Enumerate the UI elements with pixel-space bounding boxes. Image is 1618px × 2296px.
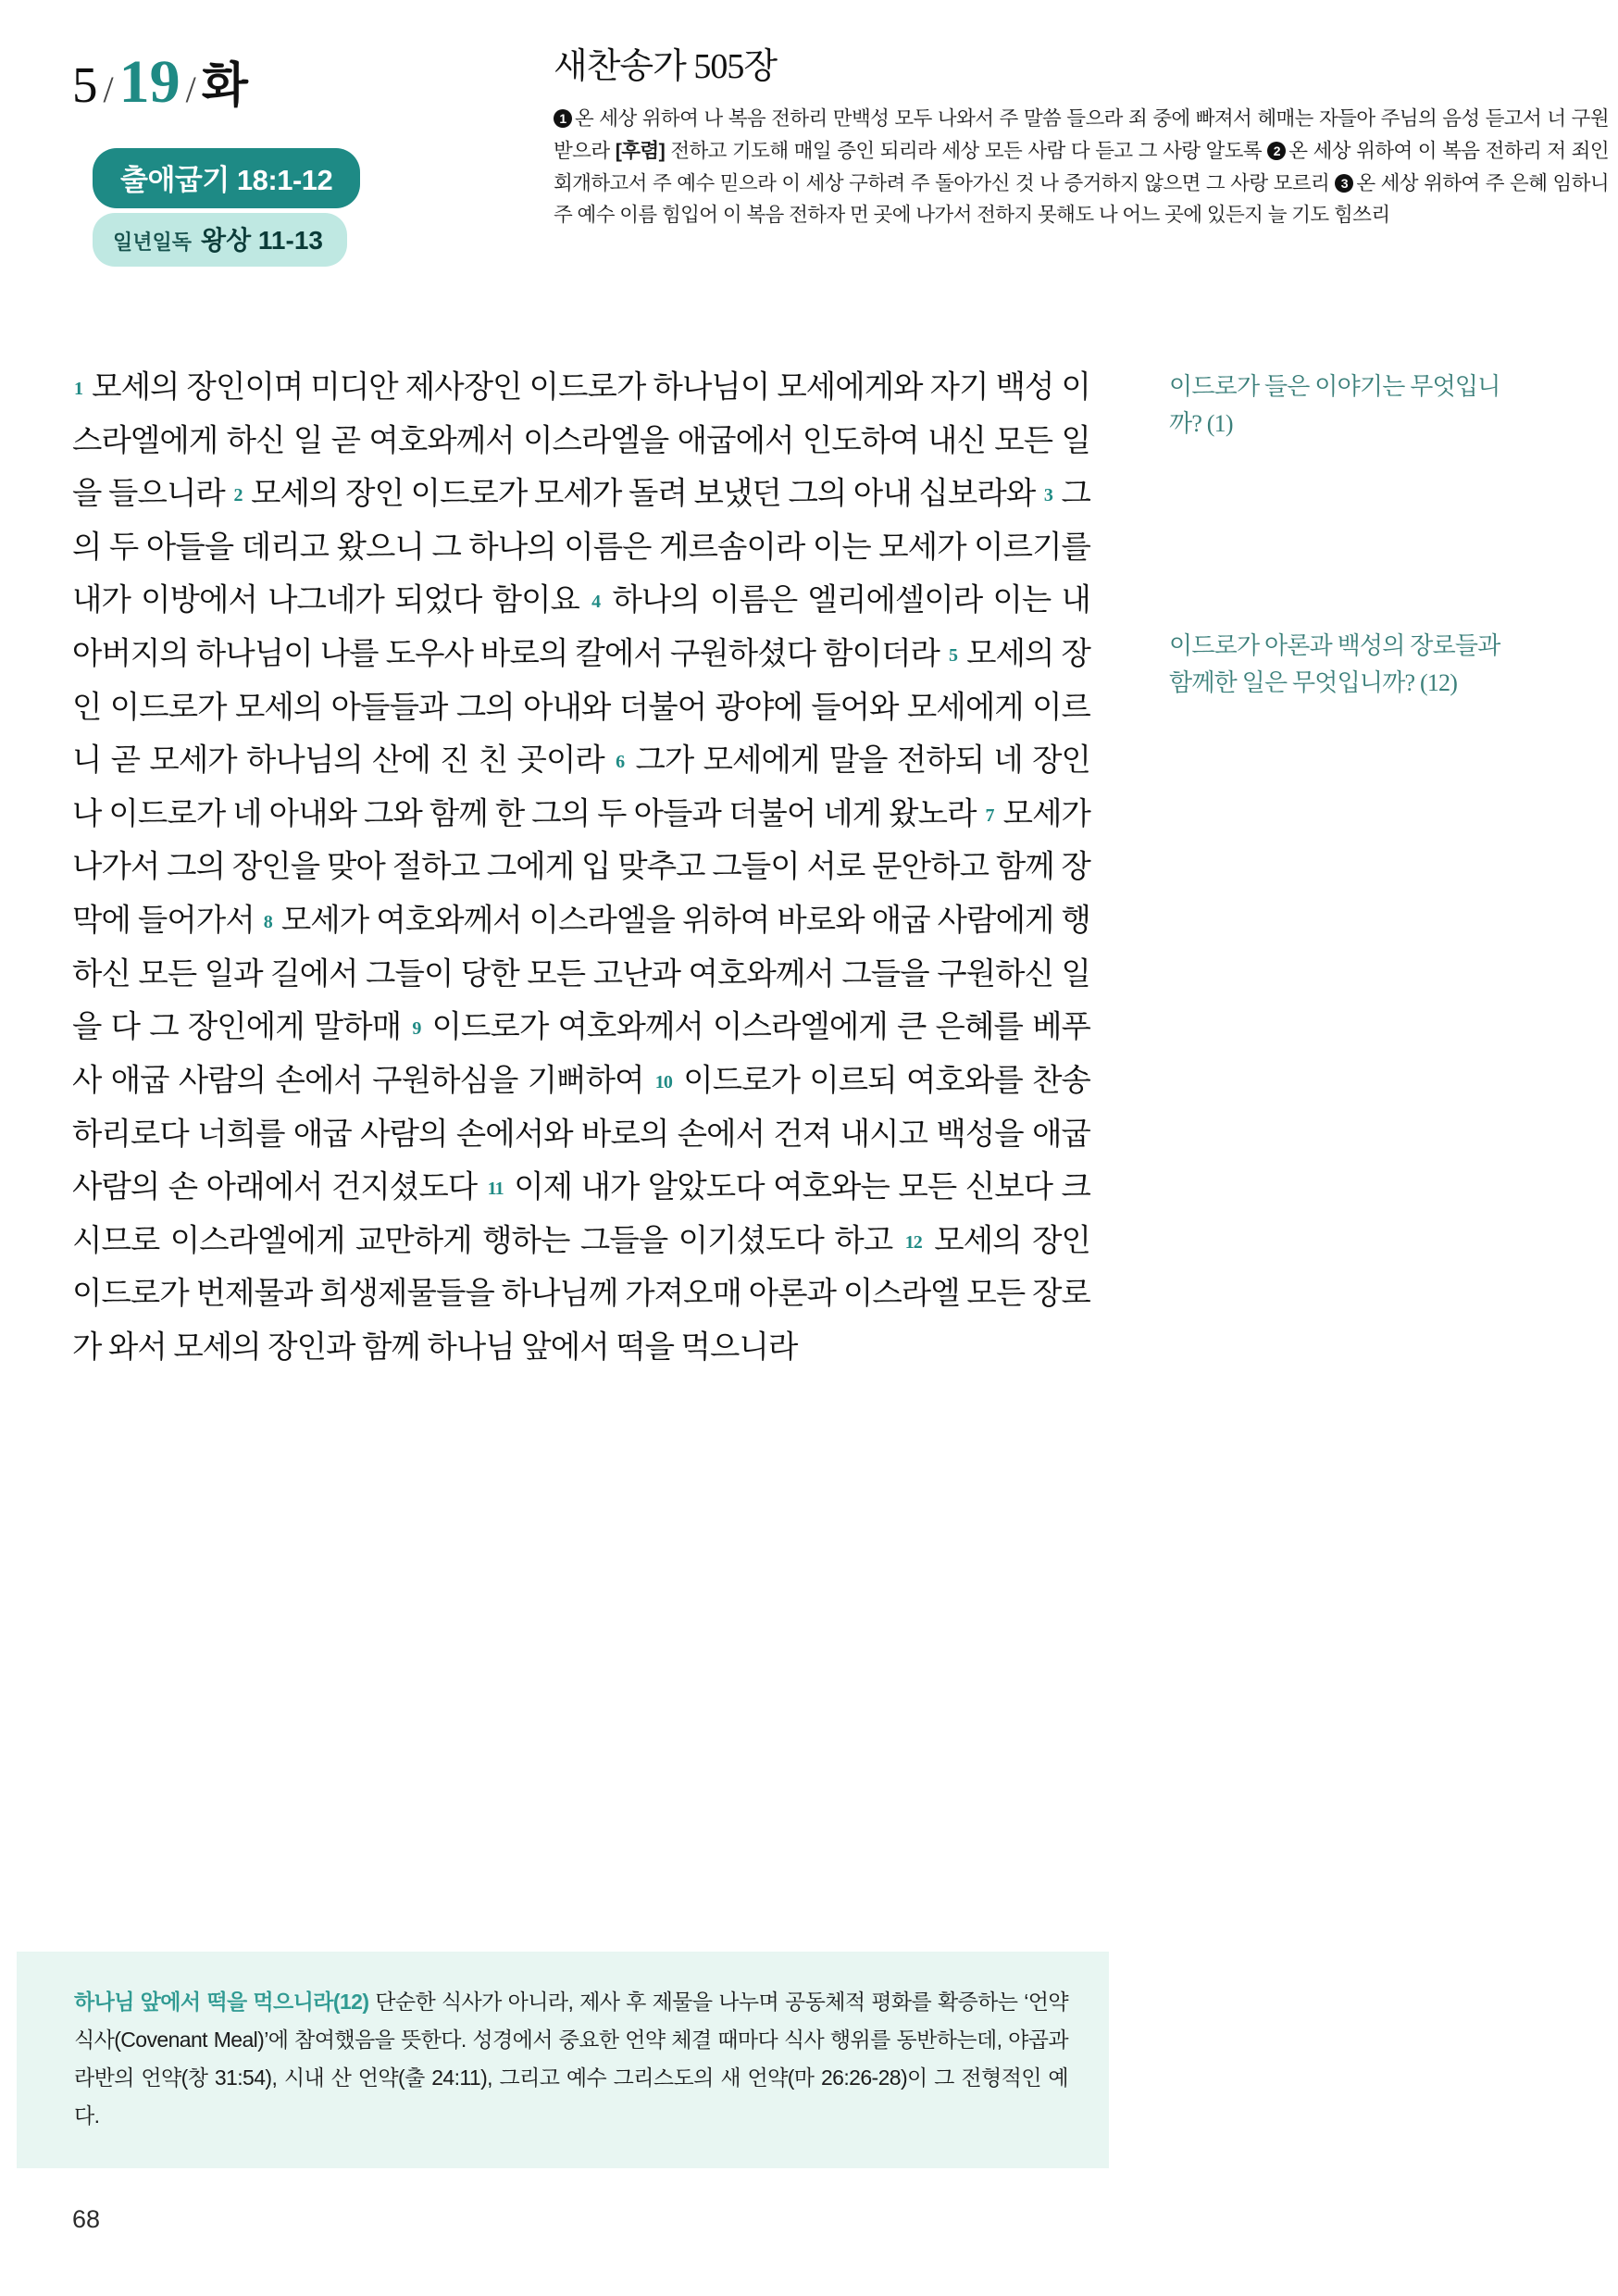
date-line xyxy=(72,46,470,118)
scripture-text xyxy=(72,361,1090,1375)
verse-number: 8 xyxy=(263,912,272,933)
study-question-2: 이드로가 아론과 백성의 장로들과 함께한 일은 무엇입니까? (12) xyxy=(1169,632,1500,697)
verse-number: 9 xyxy=(412,1018,421,1040)
hymn-refrain-text: 전하고 기도해 매일 증인 되리라 세상 모든 사람 다 듣고 그 사랑 알도록 xyxy=(670,139,1263,162)
hymn-verse-2-text: 온 세상 위하여 이 복음 전하리 저 죄인 회개하고서 주 예수 믿으라 이 세상 구하려 주 돌아가신 것 나 증거하지 않으면 그 사랑 모르리 xyxy=(554,139,1610,194)
page-header xyxy=(72,37,1610,315)
commentary-text xyxy=(74,1983,1068,2135)
verse-number: 2 xyxy=(233,485,243,506)
commentary-body: 단순한 식사가 아니라, 제사 후 제물을 나누며 공동체적 평화를 확증하는 ‘언약 식사(Covenant Meal)’에 참여했음을 뜻한다. 성경에서 중요한 언약 체결 때마다 식사 행위를 동반하는데, 야곱과 라반의 언약(창 31:54), 시내 산 언약(출 24:11), 그리고 예수 그리스도의 새 언약(마 26:26-28)이 그 전형적인 예다. xyxy=(74,1990,1068,2128)
yearly-plan-reference: 왕상 11-13 xyxy=(201,226,323,255)
verse-number: 7 xyxy=(985,805,994,826)
verse-number: 6 xyxy=(616,752,625,773)
main-passage-badge: 출애굽기 18:1-12 xyxy=(93,148,360,208)
study-question-1: 이드로가 들은 이야기는 무엇입니까? (1) xyxy=(1169,373,1500,438)
verse-number: 1 xyxy=(74,379,83,399)
verse-text: 하나의 이름은 엘리에셀이라 이는 내 아버지의 하나님이 나를 도우사 바로의 칼에서 구원하셨다 함이더라 xyxy=(72,583,1090,672)
verse-text: 이드로가 여호와께서 이스라엘에게 큰 은혜를 베푸사 애굽 사람의 손에서 구원하심을 기뻐하여 xyxy=(72,1010,1090,1098)
hymn-verse-1-text: 온 세상 위하여 나 복음 전하리 만백성 모두 나와서 주 말씀 들으라 죄 중에 빠져서 헤매는 자들아 주님의 음성 듣고서 너 구원받으라 xyxy=(554,107,1609,162)
page-number: 68 xyxy=(72,2205,101,2233)
verse-number: 11 xyxy=(487,1179,504,1200)
verse-number: 10 xyxy=(654,1071,672,1092)
verse-text: 모세가 여호와께서 이스라엘을 위하여 바로와 애굽 사람에게 행하신 모든 일과 길에서 그들이 당한 모든 고난과 여호와께서 그들을 구원하신 일을 다 그 장인에게 말하매 xyxy=(72,904,1090,1045)
date-block xyxy=(72,46,470,118)
hymn-refrain-label: [후렴] xyxy=(615,139,666,162)
commentary-keyword-reference: (12) xyxy=(332,1990,369,2014)
date-weekday: 화 xyxy=(201,60,248,113)
verse-text: 모세의 장인이며 미디안 제사장인 이드로가 하나님이 모세에게와 자기 백성 이스라엘에게 하신 일 곧 여호와께서 이스라엘을 애굽에서 인도하여 내신 모든 일을 들으니라 xyxy=(72,370,1090,512)
verse-text: 모세의 장인 이드로가 모세의 아들들과 그의 아내와 더불어 광야에 들어와 모세에게 이르니 곧 모세가 하나님의 산에 진 친 곳이라 xyxy=(72,637,1090,779)
date-separator-1: / xyxy=(103,69,114,110)
hymn-verse-3-marker: 3 xyxy=(1335,174,1353,193)
verse-text: 모세의 장인 이드로가 모세가 돌려 보냈던 그의 아내 십보라와 xyxy=(243,477,1042,512)
verse-text: 이드로가 이르되 여호와를 찬송하리로다 너희를 애굽 사람의 손에서와 바로의 손에서 건져 내시고 백성을 애굽 사람의 손 아래에서 건지셨도다 xyxy=(72,1063,1090,1205)
verse-text: 그의 두 아들을 데리고 왔으니 그 하나의 이름은 게르솜이라 이는 모세가 이르기를 내가 이방에서 나그네가 되었다 함이요 xyxy=(72,477,1091,618)
yearly-plan-badge xyxy=(93,213,347,267)
date-month: 5 xyxy=(72,56,98,113)
verse-text: 모세의 장인 이드로가 번제물과 희생제물들을 하나님께 가져오매 아론과 이스라엘 모든 장로가 와서 모세의 장인과 함께 하나님 앞에서 떡을 먹으니라 xyxy=(72,1223,1090,1365)
verse-number: 12 xyxy=(904,1231,922,1253)
hymn-verse-2-marker: 2 xyxy=(1267,142,1286,160)
hymn-title: 새찬송가 505장 xyxy=(554,47,778,86)
hymn-verse-3-text: 온 세상 위하여 주 은혜 임하니 주 예수 이름 힘입어 이 복음 전하자 먼 곳에 나가서 전하지 못해도 나 어느 곳에 있든지 늘 기도 힘쓰리 xyxy=(554,171,1610,227)
verse-text: 그가 모세에게 말을 전하되 네 장인 나 이드로가 네 아내와 그와 함께 한 그의 두 아들과 더불어 네게 왔노라 xyxy=(72,743,1090,831)
hymn-section xyxy=(554,37,1609,231)
hymn-verse-1-marker: 1 xyxy=(554,109,572,128)
date-separator-2: / xyxy=(185,69,196,110)
yearly-plan-label: 일년일독 xyxy=(113,231,193,254)
verse-number: 5 xyxy=(949,645,958,667)
hymn-lyrics xyxy=(554,103,1609,231)
verse-text: 이제 내가 알았도다 여호와는 모든 신보다 크시므로 이스라엘에게 교만하게 행하는 그들을 이기셨도다 하고 xyxy=(72,1170,1090,1258)
verse-text: 모세가 나가서 그의 장인을 맞아 절하고 그에게 입 맞추고 그들이 서로 문안하고 함께 장막에 들어가서 xyxy=(72,796,1090,939)
date-day: 19 xyxy=(118,48,180,116)
verse-number: 3 xyxy=(1043,485,1052,506)
commentary-box xyxy=(17,1952,1109,2168)
verse-number: 4 xyxy=(591,592,601,613)
commentary-keyword: 하나님 앞에서 떡을 먹으니라 xyxy=(74,1990,333,2014)
